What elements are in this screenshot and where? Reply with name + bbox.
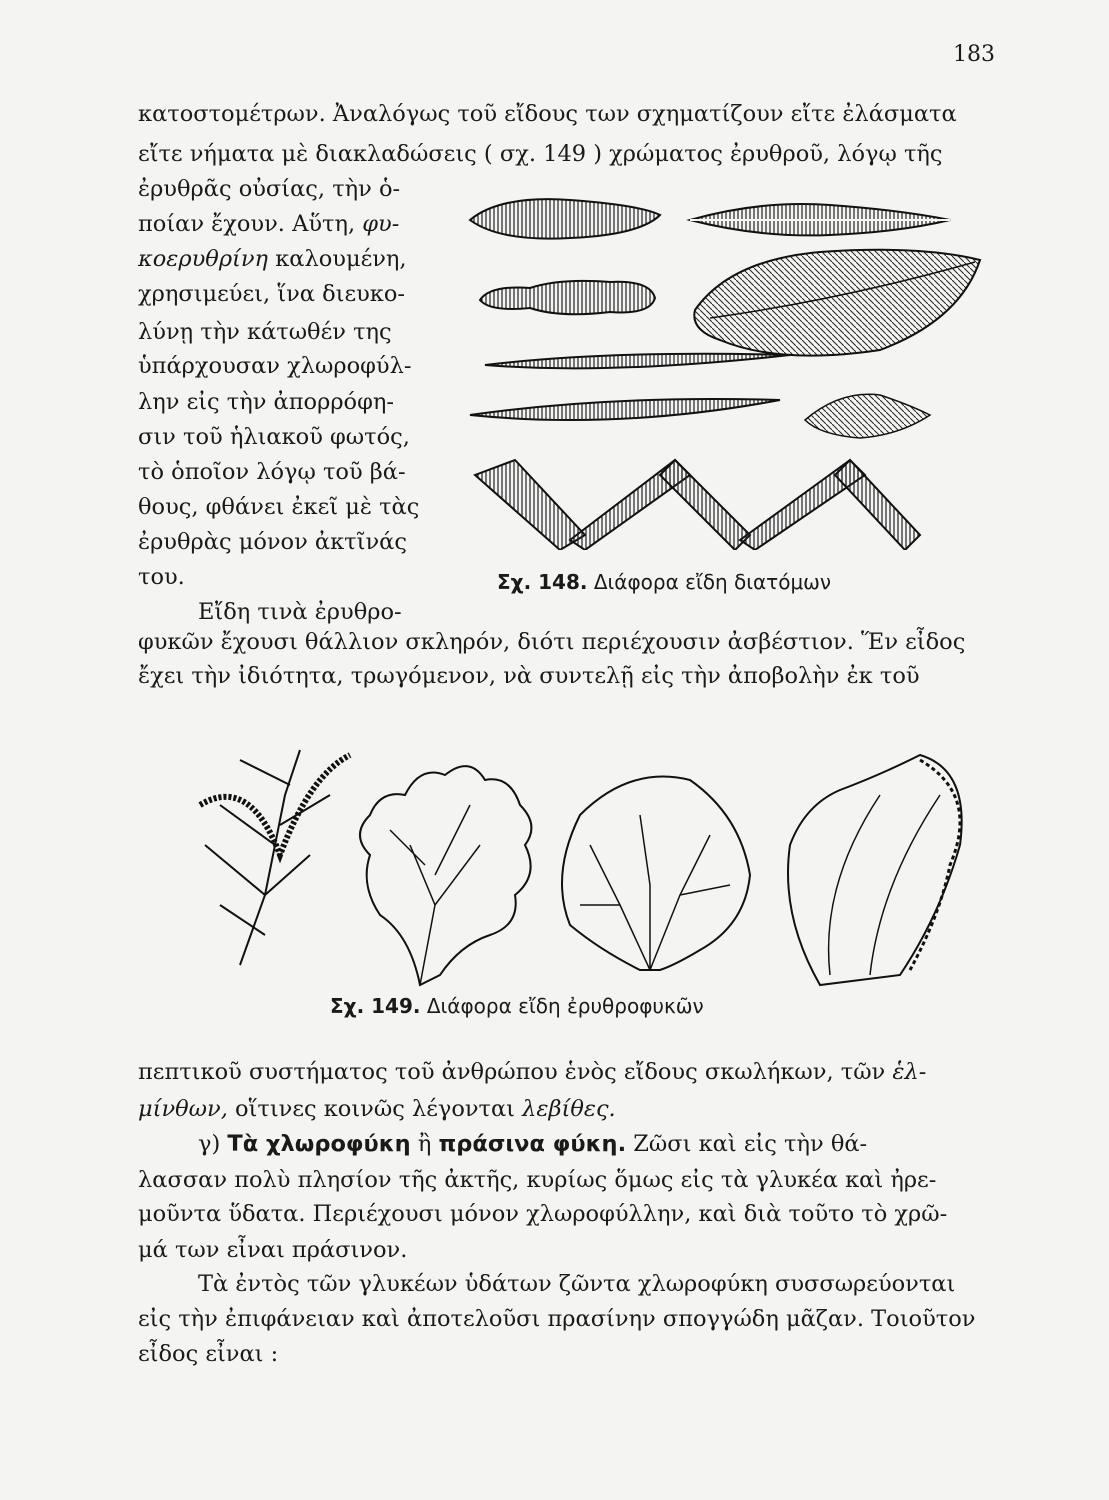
text-line: ἐρυθρὰς μόνον ἀκτῖνάς xyxy=(138,529,407,555)
figure-label: Σχ. 148. xyxy=(497,570,588,594)
italic-term: ἑλ- xyxy=(892,1059,927,1085)
text-line xyxy=(138,245,407,273)
alga-fern xyxy=(200,750,350,965)
section-heading: Τὰ χλωροφύκη xyxy=(227,1131,411,1157)
text-line: λασσαν πολὺ πλησίον τῆς ἀκτῆς, κυρίως ὅμως εἰς τὰ γλυκέα καὶ ἠρε- xyxy=(138,1167,937,1193)
alga-lobed xyxy=(360,766,531,985)
text-fragment: πεπτικοῦ συστήματος τοῦ ἀνθρώπου ἑνὸς εἴδους σκωλήκων, τῶν xyxy=(138,1059,886,1085)
text-line: λην εἰς τὴν ἀπορρόφη- xyxy=(138,389,394,415)
text-line: σιν τοῦ ἡλιακοῦ φωτός, xyxy=(138,424,410,450)
text-line xyxy=(138,210,399,238)
text-line: χρησιμεύει, ἵνα διευκο- xyxy=(138,281,406,307)
text-fragment: ἢ xyxy=(417,1131,432,1157)
text-line: εἶδος εἶναι : xyxy=(138,1341,279,1367)
text-line: φυκῶν ἔχουσι θάλλιον σκληρόν, διότι περιέχουσιν ἀσβέστιον. Ἕν εἶδος xyxy=(138,629,966,655)
text-fragment: καλουμένη, xyxy=(275,246,407,272)
italic-term: μίνθων, xyxy=(138,1096,228,1122)
text-line: εἴτε νήματα μὲ διακλαδώσεις ( σχ. 149 ) χρώματος ἐρυθροῦ, λόγῳ τῆς xyxy=(138,141,943,167)
text-line: μοῦντα ὕδατα. Περιέχουσι μόνον χλωροφύλλην, καὶ διὰ τοῦτο τὸ χρῶ- xyxy=(138,1201,948,1227)
text-line: του. xyxy=(138,564,185,590)
diatom-shape xyxy=(480,281,655,314)
text-line: τὸ ὁποῖον λόγῳ τοῦ βά- xyxy=(138,459,406,485)
diatom-chain xyxy=(475,460,920,550)
diatom-shape xyxy=(470,199,660,238)
text-fragment: ποίαν ἔχουν. Αὕτη, xyxy=(138,211,356,237)
list-marker: γ) xyxy=(198,1131,221,1157)
section-heading: πράσινα φύκη. xyxy=(438,1131,627,1157)
text-line: ὑπάρχουσαν χλωροφύλ- xyxy=(138,353,412,379)
text-line xyxy=(198,1130,867,1158)
diatom-shape xyxy=(485,354,790,369)
text-line: θους, φθάνει ἐκεῖ μὲ τὰς xyxy=(138,494,420,520)
text-line: κατοστομέτρων. Ἀναλόγως τοῦ εἴδους των σχηματίζουν εἴτε ἐλάσματα xyxy=(138,101,957,127)
figure-148-caption xyxy=(497,570,831,594)
figure-label: Σχ. 149. xyxy=(330,994,421,1018)
text-line: μά των εἶναι πράσινον. xyxy=(138,1237,408,1263)
text-line: ἔχει τὴν ἰδιότητα, τρωγόμενον, νὰ συντελῇ εἰς τὴν ἀποβολὴν ἐκ τοῦ xyxy=(138,663,920,689)
figure-149-caption xyxy=(330,994,704,1018)
figure-caption-text: Διάφορα εἴδη ἐρυθροφυκῶν xyxy=(426,994,704,1018)
text-line xyxy=(138,1095,616,1123)
text-fragment: Ζῶσι καὶ εἰς τὴν θά- xyxy=(633,1131,868,1157)
diatom-shape xyxy=(694,250,980,356)
alga-fan xyxy=(562,777,750,970)
text-fragment: οἵτινες κοινῶς λέγονται xyxy=(235,1096,516,1122)
italic-term: κοερυθρίνη xyxy=(138,246,269,272)
text-line: Εἴδη τινὰ ἐρυθρο- xyxy=(198,599,402,625)
alga-blade xyxy=(788,755,962,985)
text-line: Τὰ ἐντὸς τῶν γλυκέων ὑδάτων ζῶντα χλωροφύκη συσσωρεύονται xyxy=(198,1271,956,1297)
page-number: 183 xyxy=(953,42,995,67)
figure-148-diatoms xyxy=(460,190,990,550)
figure-caption-text: Διάφορα εἴδη διατόμων xyxy=(593,570,832,594)
italic-term: φυ- xyxy=(362,211,400,237)
text-line: ἐρυθρᾶς οὐσίας, τὴν ὁ- xyxy=(138,176,401,202)
text-line: εἰς τὴν ἐπιφάνειαν καὶ ἀποτελοῦσι πρασίνην σπογγώδη μᾶζαν. Τοιοῦτον xyxy=(138,1306,976,1332)
figure-149-red-algae xyxy=(180,735,990,990)
diatom-shape xyxy=(805,394,930,438)
text-line: λύνῃ τὴν κάτωθέν της xyxy=(138,319,392,345)
italic-term: λεβίθες. xyxy=(522,1096,616,1122)
text-line xyxy=(138,1058,926,1086)
diatom-shape xyxy=(470,399,780,420)
